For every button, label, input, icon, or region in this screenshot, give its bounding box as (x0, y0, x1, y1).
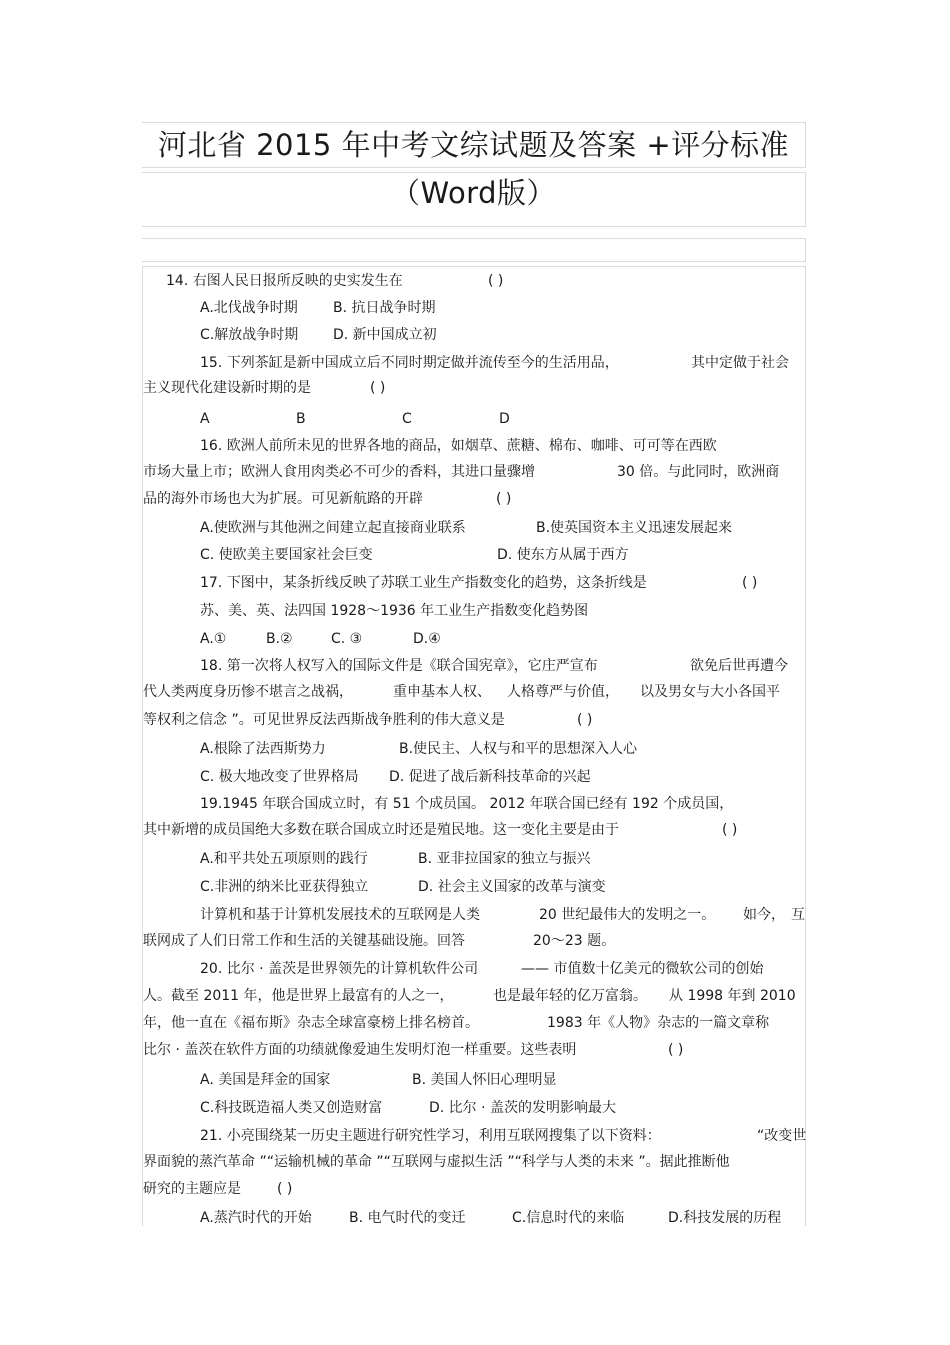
text-segment: 20 世纪最伟大的发明之一。 (539, 907, 716, 923)
text-segment: C (402, 411, 412, 427)
text-segment: C.科技既造福人类又创造财富 (200, 1100, 383, 1116)
text-segment: D. 促进了战后新科技革命的兴起 (389, 769, 591, 785)
text-segment: A.使欧洲与其他洲之间建立起直接商业联系 (200, 520, 466, 536)
text-segment: ( ) (496, 491, 512, 507)
text-segment: 年，他一直在《福布斯》杂志全球富豪榜上排名榜首。 (143, 1015, 479, 1031)
spacer-box (142, 238, 806, 262)
text-segment: 30 倍。与此同时，欧洲商 (617, 464, 780, 480)
text-segment: D.④ (413, 631, 441, 647)
text-segment: C.解放战争时期 (200, 327, 299, 343)
text-segment: 15. 下列茶缸是新中国成立后不同时期定做并流传至今的生活用品， (200, 355, 619, 371)
text-segment: A.和平共处五项原则的践行 (200, 851, 368, 867)
text-segment: “改变世 (757, 1128, 807, 1144)
text-segment: 1983 年《人物》杂志的一篇文章称 (547, 1015, 770, 1031)
text-segment: 也是最年轻的亿万富翁。 (493, 988, 647, 1004)
text-segment: 其中新增的成员国绝大多数在联合国成立时还是殖民地。这一变化主要是由于 (143, 822, 619, 838)
text-segment: 21. 小亮围绕某一历史主题进行研究性学习，利用互联网搜集了以下资料： (200, 1128, 661, 1144)
text-segment: ( ) (668, 1042, 684, 1058)
title-box-2 (142, 172, 806, 227)
text-segment: 重申基本人权、 (393, 684, 491, 700)
text-segment: 苏、美、英、法四国 1928～1936 年工业生产指数变化趋势图 (200, 603, 589, 619)
text-segment: 16. 欧洲人前所未见的世界各地的商品，如烟草、蔗糖、棉布、咖啡、可可等在西欧 (200, 438, 717, 454)
text-segment: C.信息时代的来临 (512, 1210, 625, 1226)
text-segment: A.① (200, 631, 227, 647)
text-segment: A.北伐战争时期 (200, 300, 298, 316)
text-segment: 18. 第一次将人权写入的国际文件是《联合国宪章》，它庄严宣布 (200, 658, 598, 674)
text-segment: B (296, 411, 306, 427)
text-segment: A.蒸汽时代的开始 (200, 1210, 312, 1226)
text-segment: B. 亚非拉国家的独立与振兴 (418, 851, 591, 867)
text-segment: D. 使东方从属于西方 (497, 547, 629, 563)
text-segment: —— 市值数十亿美元的微软公司的创始 (521, 961, 764, 977)
text-segment: B. 抗日战争时期 (333, 300, 436, 316)
document-title-line-1: 河北省 2015 年中考文综试题及答案 +评分标准 (157, 128, 790, 162)
text-segment: 17. 下图中，某条折线反映了苏联工业生产指数变化的趋势，这条折线是 (200, 575, 647, 591)
text-segment: C. ③ (331, 631, 363, 647)
text-segment: D (499, 411, 510, 427)
text-segment: 市场大量上市；欧洲人食用肉类必不可少的香料，其进口量骤增 (143, 464, 535, 480)
text-segment: 欲免后世再遭今 (690, 658, 788, 674)
text-segment: 互 (791, 907, 805, 923)
text-segment: A (200, 411, 210, 427)
text-segment: 人。截至 2011 年，他是世界上最富有的人之一， (143, 988, 454, 1004)
text-segment: 研究的主题应是 (143, 1181, 241, 1197)
text-segment: A.根除了法西斯势力 (200, 741, 326, 757)
text-segment: ( ) (488, 273, 504, 289)
text-segment: 界面貌的蒸汽革命 ”“运输机械的革命 ”“互联网与虚拟生活 ”“科学与人类的未来 ”。据此推断他 (143, 1154, 730, 1170)
text-segment: ( ) (277, 1181, 293, 1197)
text-segment: 以及男女与大小各国平 (640, 684, 780, 700)
text-segment: D. 社会主义国家的改革与演变 (418, 879, 606, 895)
text-segment: 人格尊严与价值， (507, 684, 619, 700)
text-segment: B. 电气时代的变迁 (349, 1210, 466, 1226)
text-segment: 19.1945 年联合国成立时，有 51 个成员国。 2012 年联合国已经有 192 个成员国， (200, 796, 734, 812)
text-segment: B.使英国资本主义迅速发展起来 (536, 520, 733, 536)
text-segment: 从 1998 年到 2010 (669, 988, 796, 1004)
text-segment: 品的海外市场也大为扩展。可见新航路的开辟 (143, 491, 423, 507)
text-segment: 代人类两度身历惨不堪言之战祸， (143, 684, 353, 700)
text-segment: 20. 比尔 · 盖茨是世界领先的计算机软件公司 (200, 961, 479, 977)
title-box-1 (142, 122, 806, 168)
text-segment: D. 比尔 · 盖茨的发明影响最大 (429, 1100, 617, 1116)
text-segment: C. 使欧美主要国家社会巨变 (200, 547, 373, 563)
text-segment: 等权利之信念 ”。可见世界反法西斯战争胜利的伟大意义是 (143, 712, 505, 728)
text-segment: ( ) (742, 575, 758, 591)
text-segment: B.② (266, 631, 293, 647)
text-segment: 14. 右图人民日报所反映的史实发生在 (166, 273, 403, 289)
text-segment: 其中定做于社会 (691, 355, 789, 371)
text-segment: 计算机和基于计算机发展技术的互联网是人类 (200, 907, 480, 923)
text-segment: D.科技发展的历程 (668, 1210, 782, 1226)
text-segment: B. 美国人怀旧心理明显 (412, 1072, 557, 1088)
text-segment: 联网成了人们日常工作和生活的关键基础设施。回答 (143, 933, 465, 949)
text-segment: 如今， (743, 907, 785, 923)
text-segment: D. 新中国成立初 (333, 327, 437, 343)
text-segment: ( ) (722, 822, 738, 838)
text-segment: A. 美国是拜金的国家 (200, 1072, 331, 1088)
text-segment: C. 极大地改变了世界格局 (200, 769, 359, 785)
text-segment: ( ) (370, 380, 386, 396)
text-segment: 20～23 题。 (533, 933, 616, 949)
document-title-line-2: （Word版） (390, 176, 557, 210)
text-segment: ( ) (577, 712, 593, 728)
text-segment: 比尔 · 盖茨在软件方面的功绩就像爱迪生发明灯泡一样重要。这些表明 (143, 1042, 577, 1058)
text-segment: B.使民主、人权与和平的思想深入人心 (399, 741, 638, 757)
text-segment: C.非洲的纳米比亚获得独立 (200, 879, 369, 895)
text-segment: 主义现代化建设新时期的是 (143, 380, 311, 396)
